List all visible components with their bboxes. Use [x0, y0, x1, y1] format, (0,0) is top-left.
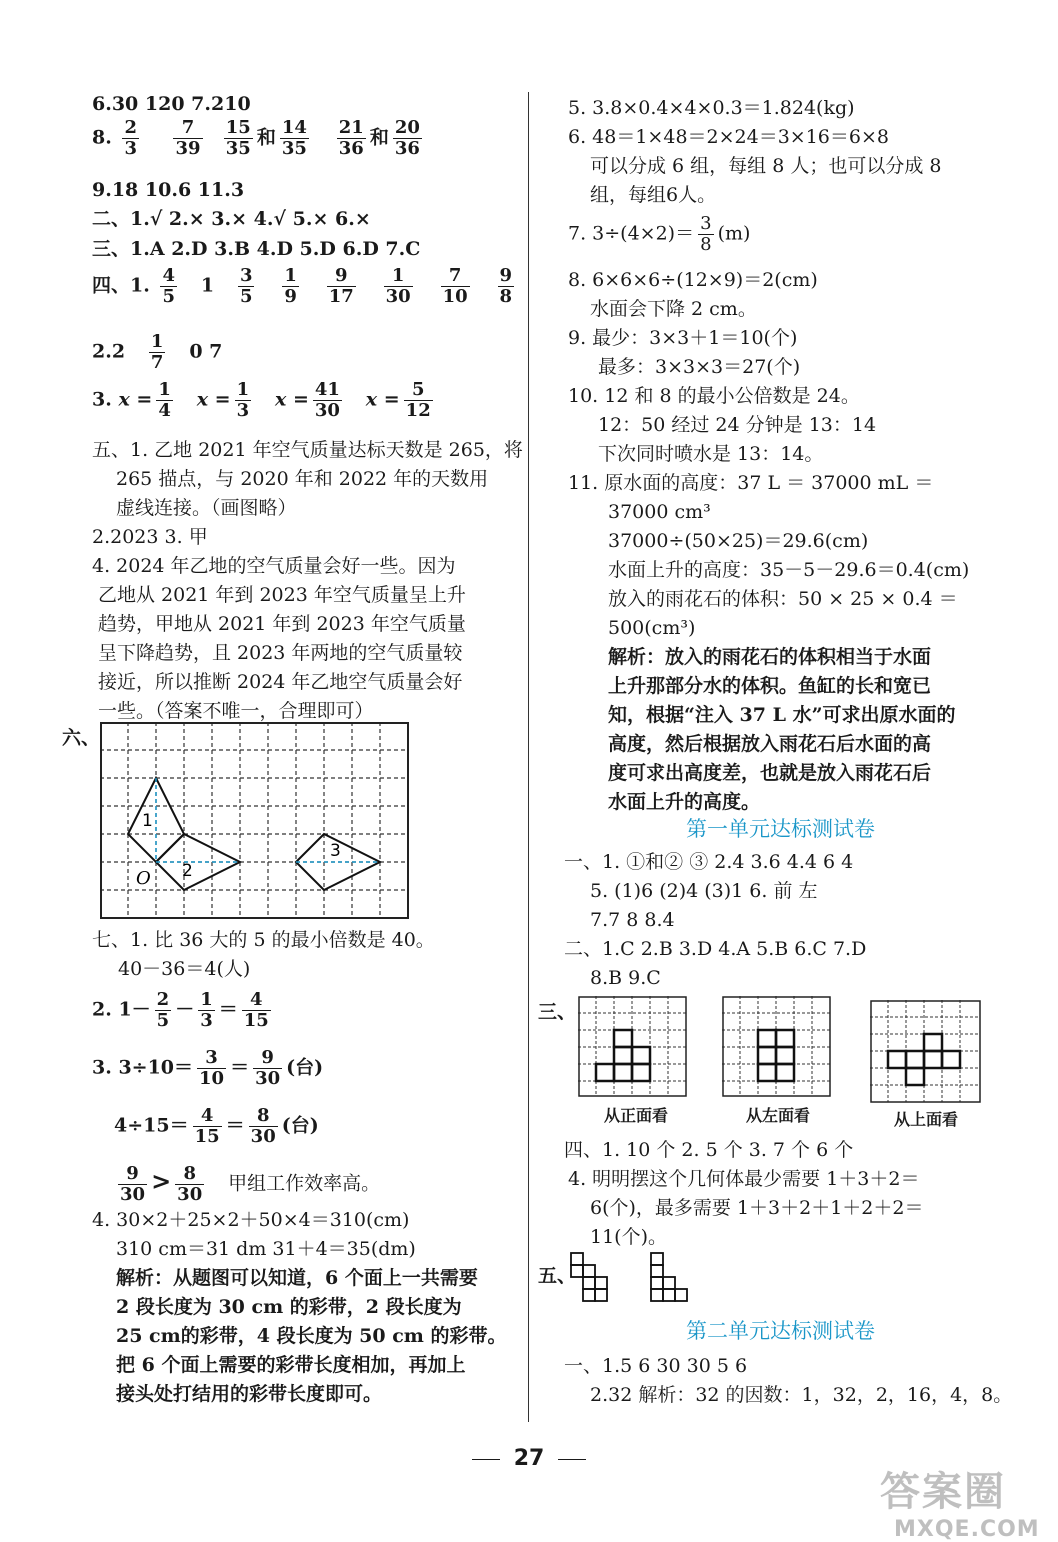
item-number: 8.	[92, 126, 112, 149]
explanation-line: 知，根据“注入 37 L 水”可求出原水面的	[608, 704, 956, 726]
answer-line: 五、1. 乙地 2021 年空气质量达标天数是 265，将	[92, 439, 523, 461]
answer-line: 七、1. 比 36 大的 5 的最小倍数是 40。	[92, 929, 435, 951]
expression: 3. 3÷10＝	[92, 1056, 194, 1079]
view-grid-left	[722, 996, 832, 1098]
answer-line: 三、1.A 2.D 3.B 4.D 5.D 6.D 7.C	[92, 238, 421, 260]
dash-right	[558, 1459, 586, 1460]
equation-var: x =	[118, 388, 153, 411]
answer-line: 7.7 8 8.4	[590, 909, 675, 931]
answer-line-fractions	[92, 1048, 323, 1089]
fraction: $\frac{3}{8}$	[700, 213, 712, 255]
answer-line: 一些。（答案不唯一，合理即可）	[98, 700, 374, 722]
fraction: $\frac{3}{10}$	[199, 1047, 225, 1089]
fraction: $\frac{14}{35}$	[281, 117, 307, 159]
fraction: $\frac{41}{30}$	[314, 379, 340, 421]
answer-line: 虚线连接。（画图略）	[116, 497, 297, 519]
unit: (m)	[717, 222, 751, 245]
fraction: $\frac{9}{30}$	[255, 1047, 281, 1089]
answer-line: 一、1. ①和② ③ 2.4 3.6 4.4 6 4	[564, 851, 854, 873]
value: 1	[200, 274, 215, 297]
answer-line: 4. 明明摆这个几何体最少需要 1＋3＋2＝	[568, 1168, 920, 1190]
answer-line-fractions	[92, 990, 275, 1031]
answer-line: 下次同时喷水是 13：14。	[598, 443, 824, 465]
expression: 7. 3÷(4×2)＝	[568, 222, 695, 245]
explanation-line: 把 6 个面上需要的彩带长度相加，再加上	[116, 1354, 466, 1376]
answer-line-fractions	[114, 1106, 319, 1147]
operator: －	[175, 998, 195, 1021]
fraction: $\frac{2}{5}$	[156, 989, 170, 1031]
shape-answer-2	[650, 1252, 702, 1306]
fraction: $\frac{9}{30}$	[120, 1163, 146, 1205]
fraction: $\frac{1}{9}$	[284, 265, 297, 307]
conjunction: 和	[369, 126, 389, 149]
answer-line: 40－36＝4(人)	[118, 958, 251, 980]
answer-line: 二、1.√ 2.× 3.× 4.√ 5.× 6.×	[92, 208, 371, 230]
answer-line: 接近，所以推断 2024 年乙地空气质量会好	[98, 671, 463, 693]
unit: (台)	[281, 1114, 319, 1137]
explanation-line: 高度，然后根据放入雨花石后水面的高	[608, 733, 932, 755]
fraction: $\frac{1}{3}$	[200, 989, 213, 1031]
answer-line: 趋势，甲地从 2021 年到 2023 年空气质量	[98, 613, 466, 635]
explanation-line: 解析：从题图可以知道，6 个面上一共需要	[116, 1267, 478, 1289]
answer-line: 水面上升的高度：35－5－29.6＝0.4(cm)	[608, 559, 970, 581]
fraction: $\frac{9}{17}$	[328, 265, 354, 307]
shape-label-1: 1	[142, 811, 153, 831]
explanation-line: 度可求出高度差，也就是放入雨花石后	[608, 762, 932, 784]
answer-line: 6. 48＝1×48＝2×24＝3×16＝6×8	[568, 126, 889, 148]
fraction: $\frac{15}{35}$	[225, 117, 251, 159]
fraction: $\frac{8}{30}$	[250, 1105, 276, 1147]
explanation-line: 上升那部分水的体积。鱼缸的长和宽已	[608, 675, 932, 697]
answer-line: 37000÷(50×25)＝29.6(cm)	[608, 530, 869, 552]
view-label-left: 从左面看	[746, 1106, 811, 1125]
watermark-url: MXQE.COM	[894, 1517, 1040, 1542]
answer-line: 组，每组6人。	[590, 184, 717, 206]
answer-line: 乙地从 2021 年到 2023 年空气质量呈上升	[98, 584, 466, 606]
answer-line: 11. 原水面的高度：37 L ＝ 37000 mL ＝	[568, 472, 934, 494]
shape-label-2: 2	[182, 861, 193, 881]
equation-var: x =	[275, 388, 309, 411]
section-title-unit-1: 第一单元达标测试卷	[686, 817, 875, 841]
conclusion-text: 甲组工作效率高。	[228, 1172, 381, 1195]
fraction: $\frac{4}{5}$	[162, 265, 175, 307]
fraction: $\frac{1}{7}$	[150, 331, 164, 373]
view-grid-top	[870, 1000, 982, 1104]
answer-line-fractions	[568, 214, 750, 255]
section-label: 五、	[538, 1265, 577, 1287]
answer-line: 放入的雨花石的体积：50 × 25 × 0.4 ＝	[608, 588, 958, 610]
expression: 2. 1－	[92, 998, 151, 1021]
answer-line: 四、1. 10 个 2. 5 个 3. 7 个 6 个	[564, 1139, 854, 1161]
equation-var: x =	[365, 388, 400, 411]
dash-left	[472, 1459, 500, 1460]
answer-line: 呈下降趋势，且 2023 年两地的空气质量较	[98, 642, 463, 664]
answer-line: 可以分成 6 组，每组 8 人；也可以分成 8	[590, 155, 942, 177]
answer-line-fractions	[92, 332, 222, 373]
fraction: $\frac{9}{8}$	[499, 265, 513, 307]
answer-line: 2.2023 3. 甲	[92, 526, 208, 548]
explanation-line: 解析：放入的雨花石的体积相当于水面	[608, 646, 932, 668]
answer-line: 4. 30×2＋25×2＋50×4＝310(cm)	[92, 1209, 410, 1231]
view-label-top: 从上面看	[894, 1110, 959, 1129]
section-title-unit-2: 第二单元达标测试卷	[686, 1319, 875, 1343]
value: 0 7	[189, 340, 223, 363]
fraction: $\frac{20}{36}$	[394, 117, 420, 159]
answer-line-fractions	[92, 266, 518, 307]
equation-var: x =	[196, 388, 231, 411]
operator: >	[151, 1166, 172, 1196]
fraction: $\frac{7}{39}$	[175, 117, 201, 159]
answer-line: 4. 2024 年乙地的空气质量会好一些。因为	[92, 555, 456, 577]
answer-line: 12：50 经过 24 分钟是 13：14	[598, 414, 877, 436]
answer-line: 8.B 9.C	[590, 967, 661, 989]
operator: ＝	[225, 1114, 245, 1137]
fraction: $\frac{2}{3}$	[124, 117, 137, 159]
answer-line: 一、1.5 6 30 30 5 6	[564, 1355, 748, 1377]
answer-line: 10. 12 和 8 的最小公倍数是 24。	[568, 385, 860, 407]
answer-line: 6.30 120 7.210	[92, 93, 251, 115]
item-number: 2.2	[92, 340, 126, 363]
fraction: $\frac{1}{3}$	[236, 379, 250, 421]
item-number: 四、1.	[92, 274, 150, 297]
grid-diagram	[100, 722, 410, 922]
answer-line: 最多：3×3×3＝27(个)	[598, 356, 801, 378]
answer-line: 310 cm＝31 dm 31＋4＝35(dm)	[116, 1238, 416, 1260]
origin-label: O	[136, 868, 151, 889]
page-number-text: 27	[513, 1446, 545, 1471]
column-divider	[528, 92, 529, 1422]
answer-line-fractions	[92, 380, 437, 421]
answer-line: 265 描点，与 2020 年和 2022 年的天数用	[116, 468, 489, 490]
answer-line-fractions	[114, 1164, 380, 1205]
explanation-line: 2 段长度为 30 cm 的彩带，2 段长度为	[116, 1296, 462, 1318]
section-label: 六、	[62, 727, 101, 749]
conjunction: 和	[256, 126, 276, 149]
watermark-logo-text: 答案圈	[880, 1469, 1006, 1515]
answer-line: 500(cm³)	[608, 617, 696, 639]
operator: ＝	[230, 1056, 250, 1079]
answer-line: 二、1.C 2.B 3.D 4.A 5.B 6.C 7.D	[564, 938, 867, 960]
expression: 4÷15＝	[114, 1114, 189, 1137]
answer-line-fractions	[92, 118, 426, 159]
shape-answer-1	[570, 1252, 610, 1306]
answer-line: 2.32 解析：32 的因数：1，32，2，16，4，8。	[590, 1384, 1013, 1406]
item-number: 3.	[92, 388, 112, 411]
answer-line: 6(个)，最多需要 1＋3＋2＋1＋2＋2＝	[590, 1197, 924, 1219]
fraction: $\frac{1}{30}$	[385, 265, 411, 307]
answer-line: 8. 6×6×6÷(12×9)＝2(cm)	[568, 269, 818, 291]
fraction: $\frac{4}{15}$	[243, 989, 269, 1031]
fraction: $\frac{21}{36}$	[338, 117, 364, 159]
fraction: $\frac{8}{30}$	[177, 1163, 203, 1205]
explanation-line: 水面上升的高度。	[608, 791, 761, 813]
fraction: $\frac{7}{10}$	[442, 265, 468, 307]
fraction: $\frac{5}{12}$	[405, 379, 431, 421]
fraction: $\frac{3}{5}$	[239, 265, 253, 307]
answer-line: 11(个)。	[590, 1226, 668, 1248]
answer-line: 37000 cm³	[608, 501, 711, 523]
fraction: $\frac{1}{4}$	[158, 379, 171, 421]
section-label: 三、	[538, 1001, 577, 1023]
view-label-front: 从正面看	[604, 1106, 669, 1125]
answer-line: 5. 3.8×0.4×4×0.3＝1.824(kg)	[568, 97, 855, 119]
answer-line: 5. (1)6 (2)4 (3)1 6. 前 左	[590, 880, 818, 902]
unit: (台)	[286, 1056, 324, 1079]
view-grid-front	[578, 996, 688, 1098]
answer-line: 水面会下降 2 cm。	[590, 298, 757, 320]
explanation-line: 25 cm的彩带，4 段长度为 50 cm 的彩带。	[116, 1325, 507, 1347]
explanation-line: 接头处打结用的彩带长度即可。	[116, 1383, 383, 1405]
operator: ＝	[218, 998, 238, 1021]
shape-label-3: 3	[330, 841, 341, 861]
answer-line: 9.18 10.6 11.3	[92, 179, 245, 201]
answer-line: 9. 最少：3×3＋1＝10(个)	[568, 327, 798, 349]
fraction: $\frac{4}{15}$	[194, 1105, 220, 1147]
watermark	[880, 1460, 1040, 1542]
